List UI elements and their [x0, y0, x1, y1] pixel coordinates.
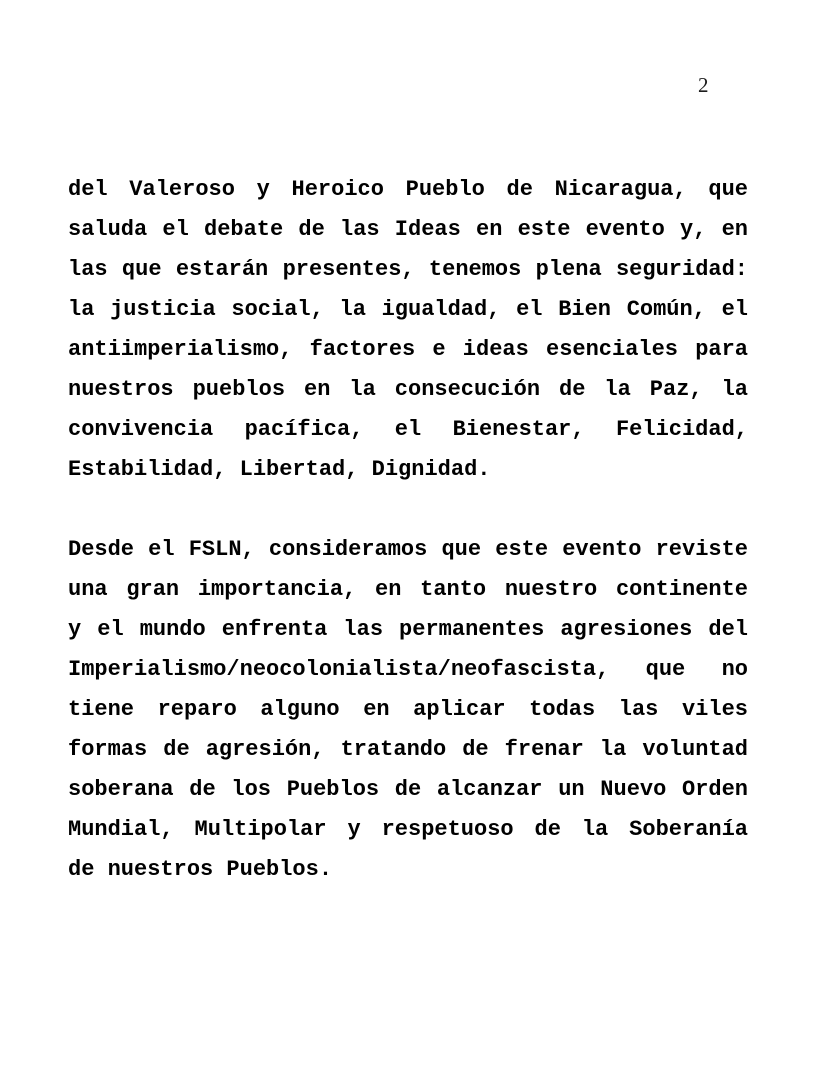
text-line: soberana de los Pueblos de alcanzar un Nuevo Orden	[68, 777, 748, 802]
text-line: antiimperialismo, factores e ideas esenciales para	[68, 337, 748, 362]
text-line: Estabilidad, Libertad, Dignidad.	[68, 457, 491, 482]
text-line: formas de agresión, tratando de frenar la voluntad	[68, 737, 748, 762]
text-line: una gran importancia, en tanto nuestro continente	[68, 577, 748, 602]
text-line: nuestros pueblos en la consecución de la Paz, la	[68, 377, 748, 402]
text-line: Imperialismo/neocolonialista/neofascista, que no	[68, 657, 748, 682]
text-line: saluda el debate de las Ideas en este evento y, en	[68, 217, 748, 242]
paragraph	[68, 170, 748, 490]
text-line: de nuestros Pueblos.	[68, 857, 333, 882]
text-line: Desde el FSLN, consideramos que este evento reviste	[68, 537, 748, 562]
text-line: las que estarán presentes, tenemos plena seguridad:	[68, 257, 748, 282]
text-line: la justicia social, la igualdad, el Bien Común, el	[68, 297, 748, 322]
text-line: y el mundo enfrenta las permanentes agresiones del	[68, 617, 748, 642]
text-line: Mundial, Multipolar y respetuoso de la Soberanía	[68, 817, 748, 842]
document-body	[68, 170, 748, 930]
paragraph	[68, 530, 748, 890]
text-line: del Valeroso y Heroico Pueblo de Nicaragua, que	[68, 177, 748, 202]
text-line: convivencia pacífica, el Bienestar, Felicidad,	[68, 417, 748, 442]
page-number: 2	[698, 73, 709, 97]
text-line: tiene reparo alguno en aplicar todas las viles	[68, 697, 748, 722]
